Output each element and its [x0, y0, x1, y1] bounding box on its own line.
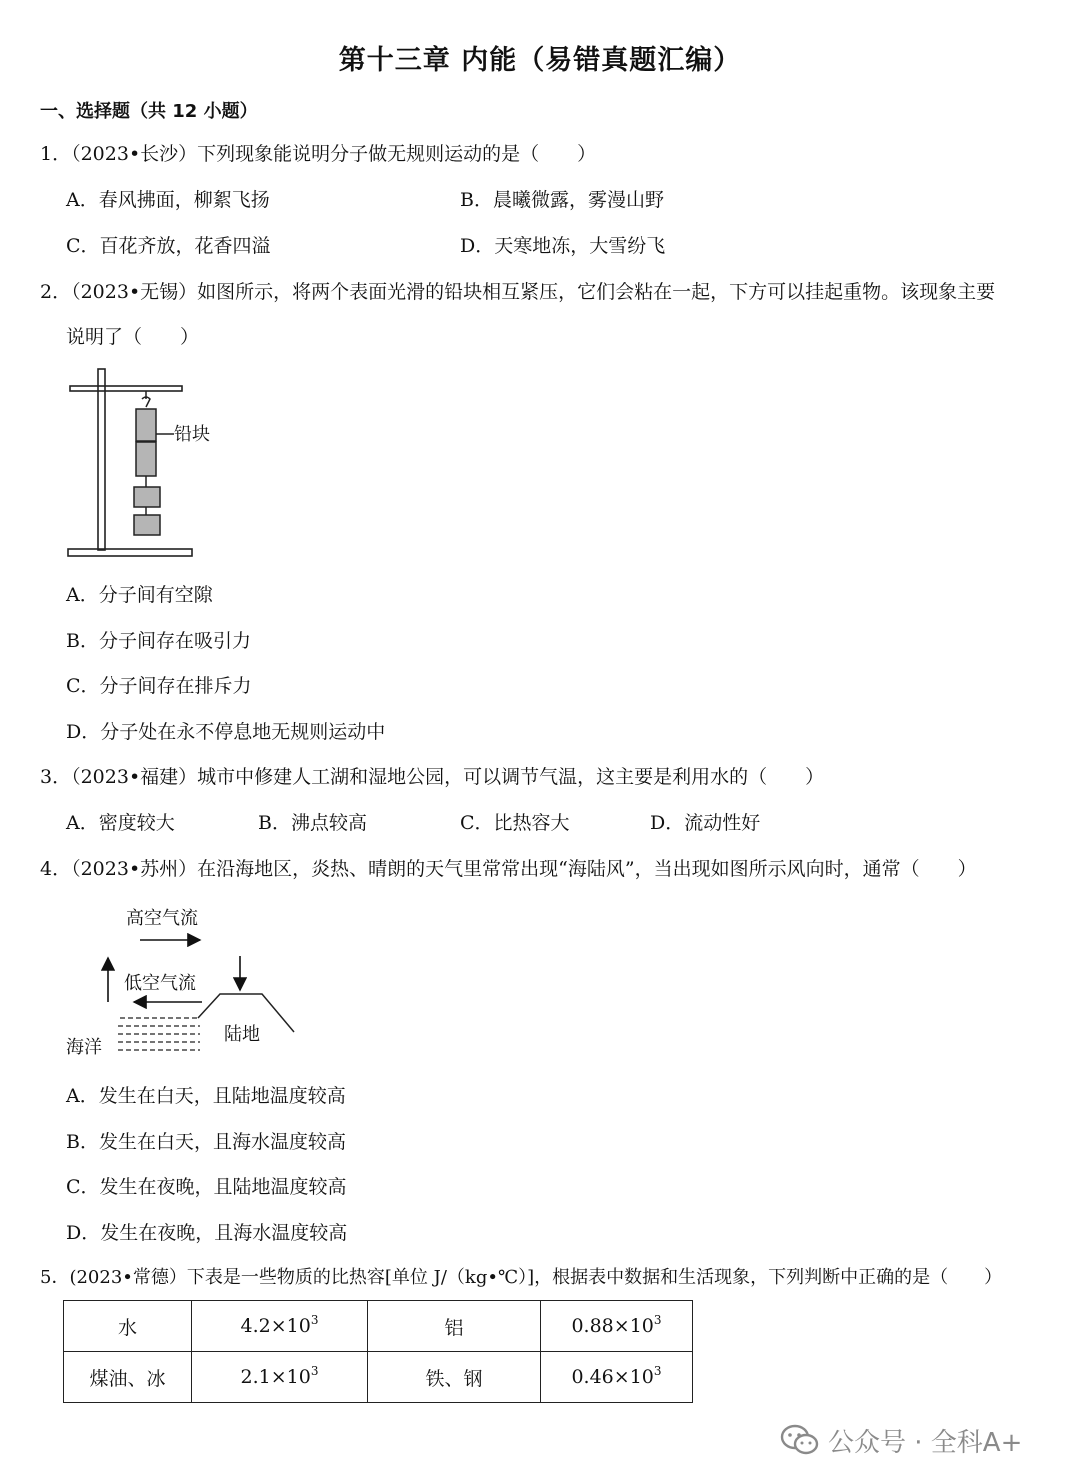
option-a: A．密度较大 — [66, 812, 175, 834]
watermark — [780, 1420, 1022, 1460]
table-cell: 铁、钢 — [368, 1352, 541, 1403]
low-air-current-label: 低空气流 — [124, 973, 196, 994]
sea-land-breeze-figure — [62, 898, 312, 1064]
watermark-text: 公众号 · 全科A+ — [828, 1427, 1023, 1458]
stand-base — [68, 549, 192, 556]
question-source: (2023•常德） — [69, 1267, 187, 1288]
option-d: D．天寒地冻，大雪纷飞 — [460, 235, 666, 257]
option-d: D．发生在夜晚，且海水温度较高 — [66, 1222, 348, 1244]
sea-label: 海洋 — [66, 1037, 102, 1058]
table-cell: $4.2\times 10^3$ — [192, 1301, 368, 1352]
lead-block-upper — [136, 409, 156, 441]
table-cell: $0.46\times 10^3$ — [541, 1352, 693, 1403]
table-cell: $0.88\times 10^3$ — [541, 1301, 693, 1352]
page-title: 第十三章 内能（易错真题汇编） — [338, 45, 742, 76]
weight-1 — [134, 487, 160, 507]
land-label: 陆地 — [224, 1024, 260, 1045]
table-row — [64, 1301, 693, 1352]
question-number: 5． — [40, 1267, 70, 1288]
table-cell: $2.1\times 10^3$ — [192, 1352, 368, 1403]
option-c: C．比热容大 — [460, 812, 570, 834]
stand-pole — [98, 369, 105, 550]
question-stem: 如图所示，将两个表面光滑的铅块相互紧压，它们会粘在一起，下方可以挂起重物。该现象主要 — [197, 281, 996, 303]
question-source: （2023•无锡） — [71, 281, 198, 303]
high-air-current-label: 高空气流 — [126, 908, 198, 929]
lead-block-figure — [62, 365, 210, 565]
question-stem-continued: 说明了（ ） — [66, 326, 200, 348]
option-b: B．发生在白天，且海水温度较高 — [66, 1131, 346, 1153]
table-row — [64, 1352, 693, 1403]
question-source: （2023•福建） — [71, 766, 198, 788]
option-d: D．分子处在永不停息地无规则运动中 — [66, 721, 386, 743]
question-5 — [40, 1265, 1002, 1291]
lead-block-label: 铅块 — [174, 424, 210, 445]
question-number: 3． — [40, 766, 72, 788]
question-2 — [40, 279, 995, 305]
option-b: B．晨曦微露，雾漫山野 — [460, 189, 664, 211]
question-stem: 下列现象能说明分子做无规则运动的是（ ） — [197, 143, 597, 165]
question-stem: 下表是一些物质的比热容[单位 J/（kg•℃）]，根据表中数据和生活现象，下列判断中正确的是（ ） — [186, 1267, 1003, 1288]
question-source: （2023•苏州） — [71, 858, 198, 880]
hook-icon — [142, 391, 150, 407]
option-c: C．发生在夜晚，且陆地温度较高 — [66, 1176, 347, 1198]
question-number: 2． — [40, 281, 72, 303]
sea-water-icon — [118, 1018, 200, 1050]
question-4 — [40, 856, 977, 882]
specific-heat-table — [63, 1300, 693, 1403]
option-c: C．百花齐放，花香四溢 — [66, 235, 271, 257]
weight-2 — [134, 515, 160, 535]
stand-arm — [70, 386, 182, 391]
option-b: B．分子间存在吸引力 — [66, 630, 251, 652]
question-number: 1． — [40, 143, 72, 165]
question-source: （2023•长沙） — [71, 143, 198, 165]
question-3 — [40, 764, 824, 790]
table-cell: 煤油、冰 — [64, 1352, 192, 1403]
question-stem: 在沿海地区，炎热、晴朗的天气里常常出现“海陆风”，当出现如图所示风向时，通常（ ） — [197, 858, 977, 880]
question-1 — [40, 141, 596, 167]
wechat-icon — [780, 1423, 820, 1457]
table-cell: 水 — [64, 1301, 192, 1352]
question-stem: 城市中修建人工湖和湿地公园，可以调节气温，这主要是利用水的（ ） — [197, 766, 825, 788]
lead-block-lower — [136, 442, 156, 476]
option-a: A．发生在白天，且陆地温度较高 — [66, 1085, 346, 1107]
option-a: A．春风拂面，柳絮飞扬 — [66, 189, 270, 211]
option-a: A．分子间有空隙 — [66, 584, 213, 606]
section-heading: 一、选择题（共 12 小题） — [40, 101, 258, 122]
option-c: C．分子间存在排斥力 — [66, 675, 252, 697]
table-cell: 铝 — [368, 1301, 541, 1352]
question-number: 4． — [40, 858, 72, 880]
option-b: B．沸点较高 — [258, 812, 367, 834]
option-d: D．流动性好 — [650, 812, 761, 834]
